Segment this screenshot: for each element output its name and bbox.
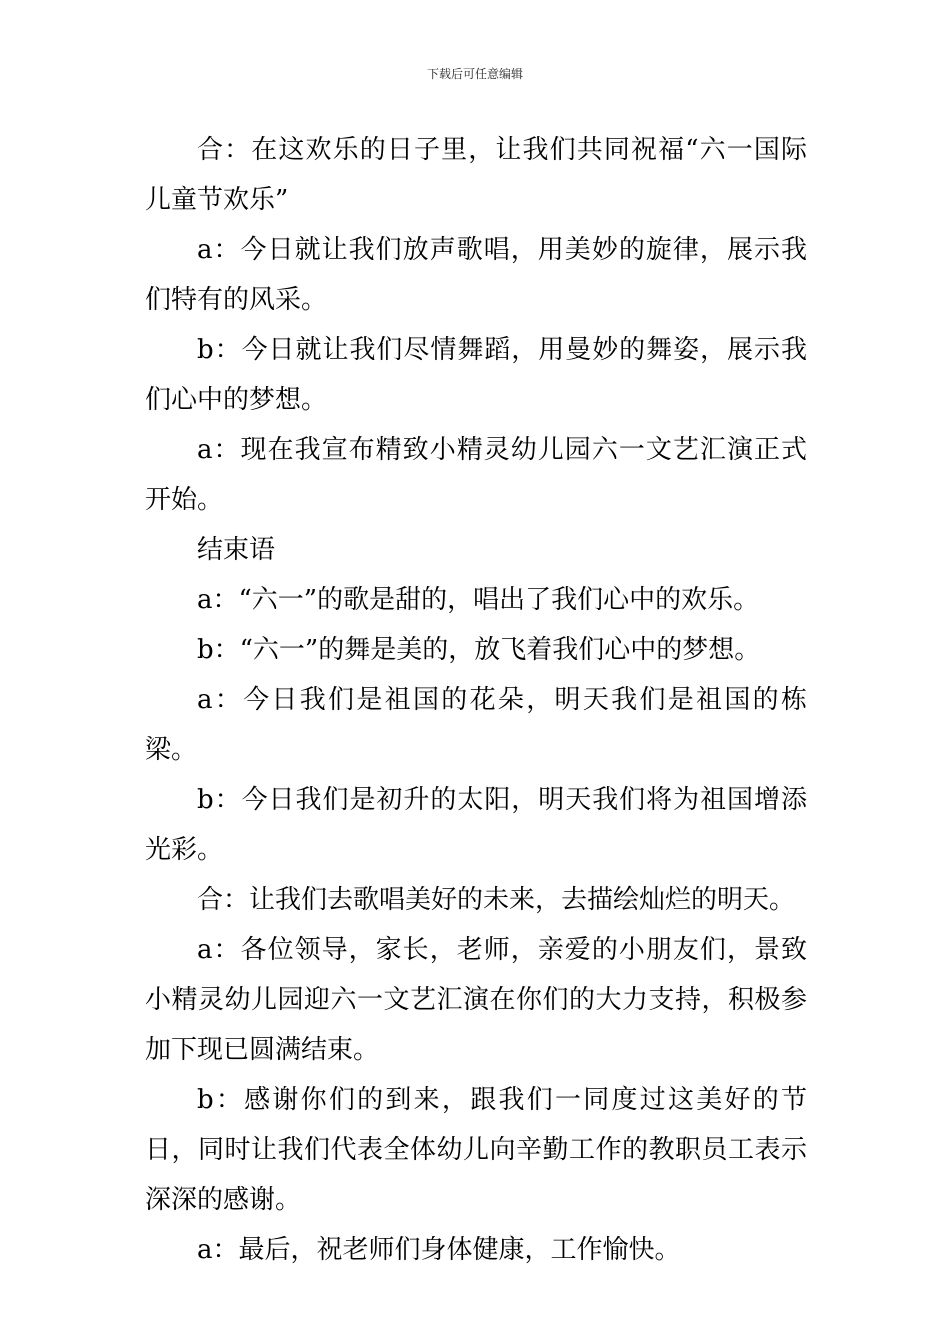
- paragraph-host-b-dance: b：“六一”的舞是美的，放飞着我们心中的梦想。: [197, 635, 761, 665]
- paragraph-host-a-flowers: a：今日我们是祖国的花朵，明天我们是祖国的栋梁。: [145, 685, 807, 765]
- paragraph-host-b-thanks-staff: b：感谢你们的到来，跟我们一同度过这美好的节日，同时让我们代表全体幼儿向辛勤工作的教职员工表示深深的感谢。: [145, 1085, 807, 1215]
- page-header-note: 下载后可任意编辑: [426, 67, 523, 81]
- paragraph-host-a-announcement: a：现在我宣布精致小精灵幼儿园六一文艺汇演正式开始。: [145, 435, 807, 515]
- paragraph-host-b-dancing: b：今日就让我们尽情舞蹈，用曼妙的舞姿，展示我们心中的梦想。: [145, 335, 807, 415]
- section-heading-closing: 结束语: [197, 535, 276, 565]
- paragraph-host-a-song: a：“六一”的歌是甜的，唱出了我们心中的欢乐。: [197, 585, 760, 615]
- document-body: [145, 125, 807, 1275]
- paragraph-host-a-thanks-guests: a：各位领导，家长，老师，亲爱的小朋友们，景致小精灵幼儿园迎六一文艺汇演在你们的大力支持，积极参加下现已圆满结束。: [145, 935, 807, 1065]
- paragraph-host-a-singing: a：今日就让我们放声歌唱，用美妙的旋律，展示我们特有的风采。: [145, 235, 807, 315]
- paragraph-host-b-sun: b：今日我们是初升的太阳，明天我们将为祖国增添光彩。: [145, 785, 807, 865]
- paragraph-chorus-future: 合：让我们去歌唱美好的未来，去描绘灿烂的明天。: [197, 885, 796, 915]
- paragraph-chorus-opening: 合：在这欢乐的日子里，让我们共同祝福“六一国际儿童节欢乐”: [145, 135, 807, 215]
- paragraph-host-a-final-wish: a：最后，祝老师们身体健康，工作愉快。: [197, 1235, 681, 1265]
